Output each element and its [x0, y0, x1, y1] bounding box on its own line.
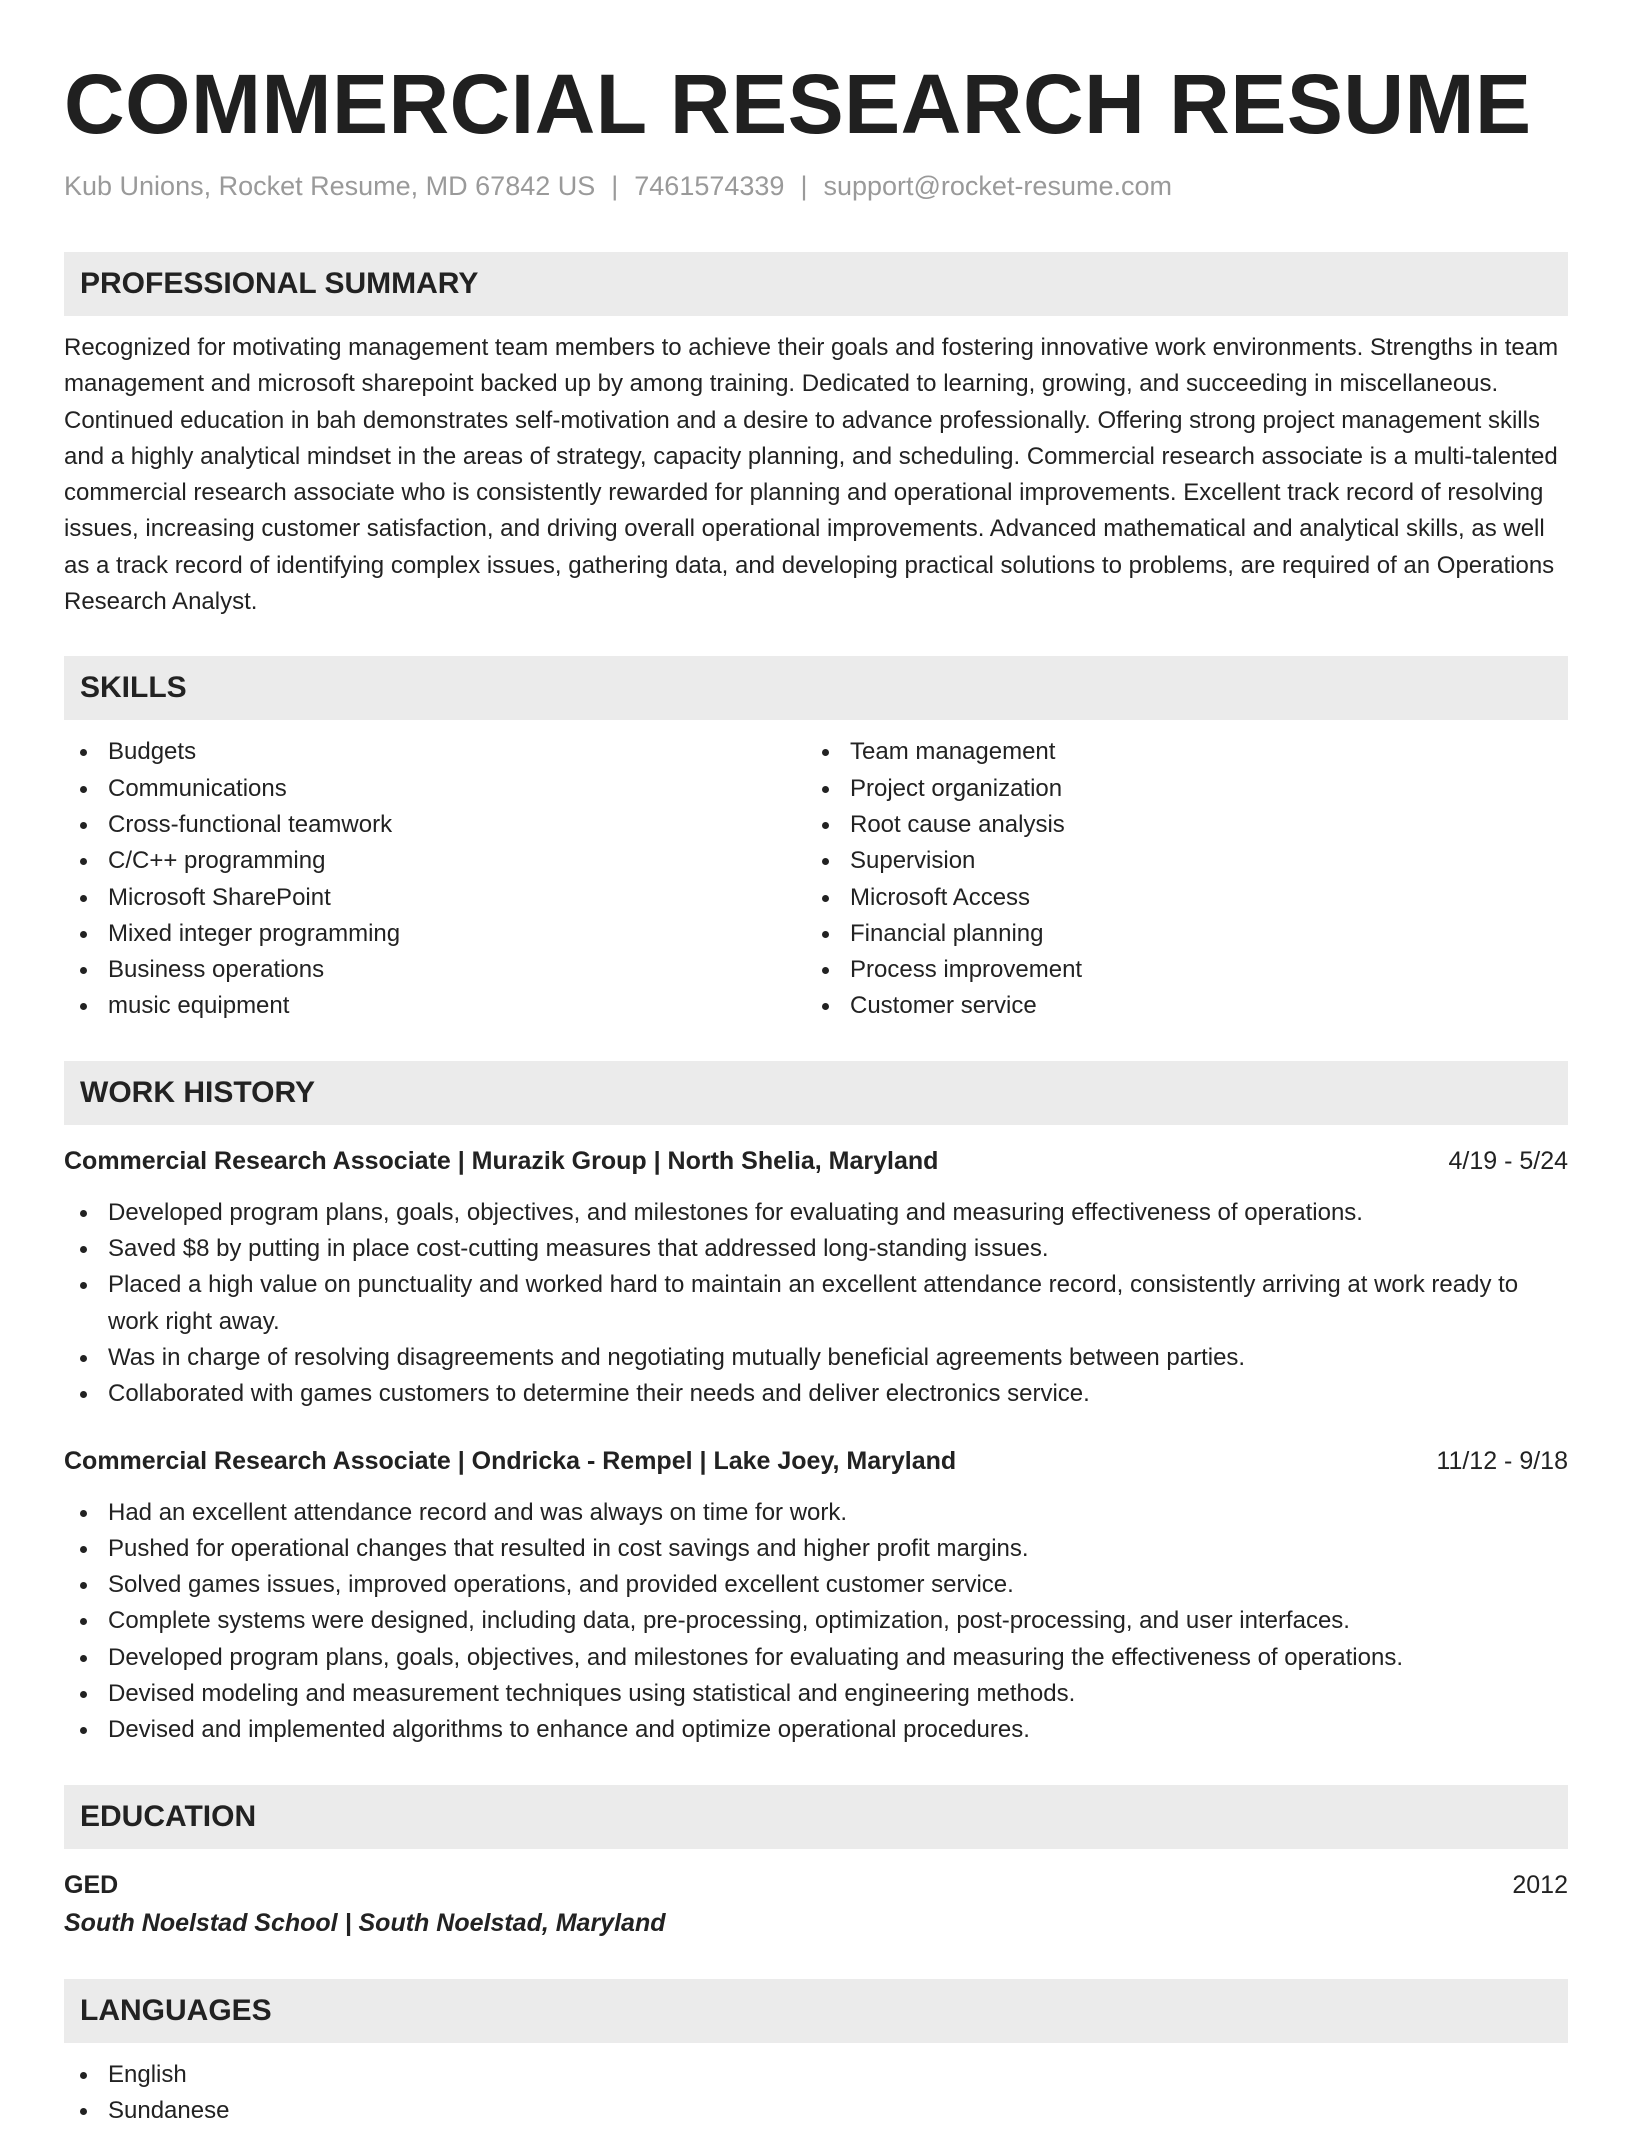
skill-item: Supervision: [806, 843, 1548, 879]
job-heading: Commercial Research Associate | Ondricka - Rempel | Lake Joey, Maryland: [64, 1446, 957, 1475]
job-bullet: Complete systems were designed, including data, pre-processing, optimization, post-processing, and user interfaces.: [64, 1603, 1568, 1639]
language-item: English: [64, 2057, 1568, 2093]
section-heading-languages: LANGUAGES: [64, 1979, 1568, 2043]
education-header: [64, 1867, 1568, 1903]
section-heading-summary: PROFESSIONAL SUMMARY: [64, 252, 1568, 316]
section-heading-work-history: WORK HISTORY: [64, 1061, 1568, 1125]
job-header: [64, 1143, 1568, 1179]
languages-list: [64, 2057, 1568, 2129]
skill-item: Microsoft Access: [806, 880, 1548, 916]
education-entry: [64, 1867, 1568, 1943]
job-entry: [64, 1443, 1568, 1749]
job-bullet: Solved games issues, improved operations, and provided excellent customer service.: [64, 1567, 1568, 1603]
job-heading: Commercial Research Associate | Murazik Group | North Shelia, Maryland: [64, 1146, 939, 1175]
job-bullet: Developed program plans, goals, objectives, and milestones for evaluating and measuring effectiveness of operations.: [64, 1195, 1568, 1231]
contact-phone: 7461574339: [634, 171, 785, 201]
skill-item: Root cause analysis: [806, 807, 1548, 843]
contact-separator: |: [611, 171, 619, 201]
skill-item: music equipment: [64, 988, 806, 1024]
job-bullet: Devised and implemented algorithms to enhance and optimize operational procedures.: [64, 1712, 1568, 1748]
job-dates: 4/19 - 5/24: [1448, 1146, 1568, 1175]
skill-item: Communications: [64, 771, 806, 807]
contact-address: Kub Unions, Rocket Resume, MD 67842 US: [64, 171, 596, 201]
skill-item: C/C++ programming: [64, 843, 806, 879]
contact-email: support@rocket-resume.com: [823, 171, 1172, 201]
job-bullet: Pushed for operational changes that resulted in cost savings and higher profit margins.: [64, 1531, 1568, 1567]
education-school: South Noelstad School | South Noelstad, Maryland: [64, 1908, 666, 1937]
job-bullet: Was in charge of resolving disagreements and negotiating mutually beneficial agreements between parties.: [64, 1340, 1568, 1376]
contact-separator: |: [800, 171, 808, 201]
summary-text: Recognized for motivating management team members to achieve their goals and fostering innovative work environments. Strengths in team management and microsoft sharepoint backed up by among training. Dedicated to learning, growing, and succeeding in miscellaneous. Continued education in bah demonstrates self-motivation and a desire to advance professionally. Offering strong project management skills and a highly analytical mindset in the areas of strategy, capacity planning, and scheduling. Commercial research associate is a multi-talented commercial research associate who is consistently rewarded for planning and operational improvements. Excellent track record of resolving issues, increasing customer satisfaction, and driving overall operational improvements. Advanced mathematical and analytical skills, as well as a track record of identifying complex issues, gathering data, and developing practical solutions to problems, are required of an Operations Research Analyst.: [64, 334, 1559, 616]
skills-right-list: [806, 734, 1548, 1024]
job-bullet: Collaborated with games customers to determine their needs and deliver electronics service.: [64, 1376, 1568, 1412]
skill-item: Financial planning: [806, 916, 1548, 952]
skill-item: Customer service: [806, 988, 1548, 1024]
job-bullet: Saved $8 by putting in place cost-cutting measures that addressed long-standing issues.: [64, 1231, 1568, 1267]
skill-item: Cross-functional teamwork: [64, 807, 806, 843]
section-heading-education: EDUCATION: [64, 1785, 1568, 1849]
job-bullet: Devised modeling and measurement techniques using statistical and engineering methods.: [64, 1676, 1568, 1712]
job-bullets: [64, 1495, 1568, 1749]
language-item: Sundanese: [64, 2093, 1568, 2129]
job-bullet: Had an excellent attendance record and was always on time for work.: [64, 1495, 1568, 1531]
section-heading-skills: SKILLS: [64, 656, 1568, 720]
skills-left-list: [64, 734, 806, 1024]
contact-line: [64, 170, 1568, 202]
skill-item: Process improvement: [806, 952, 1548, 988]
job-bullet: Developed program plans, goals, objectives, and milestones for evaluating and measuring the effectiveness of operations.: [64, 1640, 1568, 1676]
skill-item: Team management: [806, 734, 1548, 770]
job-bullet: Placed a high value on punctuality and worked hard to maintain an excellent attendance record, consistently arriving at work ready to work right away.: [64, 1267, 1568, 1340]
job-bullets: [64, 1195, 1568, 1413]
skill-item: Business operations: [64, 952, 806, 988]
job-entry: [64, 1143, 1568, 1413]
skill-item: Microsoft SharePoint: [64, 880, 806, 916]
skill-item: Project organization: [806, 771, 1548, 807]
job-dates: 11/12 - 9/18: [1436, 1446, 1568, 1475]
education-year: 2012: [1512, 1870, 1568, 1899]
skills-columns: [64, 734, 1568, 1024]
resume-title: COMMERCIAL RESEARCH RESUME: [64, 57, 1532, 151]
skill-item: Budgets: [64, 734, 806, 770]
education-degree: GED: [64, 1870, 119, 1899]
skill-item: Mixed integer programming: [64, 916, 806, 952]
job-header: [64, 1443, 1568, 1479]
